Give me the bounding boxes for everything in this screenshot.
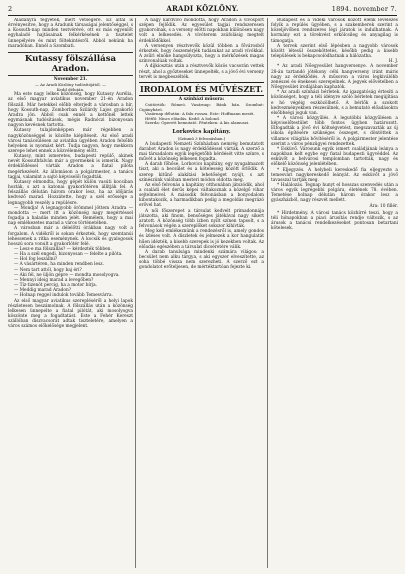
section-subtitle: A színházi műsora: bbox=[178, 96, 225, 102]
dialogue-line: — Mennyi ideig marad a levegőben? bbox=[14, 277, 94, 283]
article-date: November 21. bbox=[53, 76, 88, 82]
paragraph: A tervek szerint első lépésben a nagyobb városok között létesül összeköttetés, később pedig a kisebb települések is bekapcsolódhatnak a hálózatba. bbox=[271, 43, 398, 60]
news-item: * Esküvő. Városunk egyik ismert családjának leánya a napokban kelt egybe egy fiatal budapesti ügyvéddel. Az esküvőt a belvárosi templomban tartották, nagy és előkelő közönség jelenlétében. bbox=[271, 146, 398, 168]
dialogue-line: — Lesz‑e ma fölszállás? — kérdezték többen. bbox=[14, 246, 112, 252]
dialogue-line: — Tíz‑tizenöt percig, ha a motor bírja. bbox=[14, 283, 98, 289]
paragraph: A nagy kardvívó mondotta, hogy Aradon a vívósport szépen fejlődik. Az egyesület tagjai rendszeresen gyakorolnak, s a verseny előtti napokban különösen nagy volt a lelkesedés. A vívóterem zsúfolásig megtelt érdeklődőkkel. bbox=[139, 18, 264, 44]
paragraph: Kutassy elmondta, hogy gépét külön vasúti kocsiban hozták, s azt a katonai gyakorlótéren állítják fel. A felszállás délután három órakor lesz, ha az időjárás kedvező marad. Hozzátette, hogy a szél erőssége a legnagyobb veszély a repülésre. bbox=[8, 179, 133, 206]
intro-text: Aladányra tegyetek, mert vétségére. Ez által is érvényesítve, hogy a Aradunk társaságai jelentőséggel, s a Kossuth‑nap minden testvérévé, ott ez más egyenlőt egyhaladó hajtásainak felkérkésének a tisztelet ünnepélyére és mint föltekintésről. Abból nekünk ha maradóban. Ennél a Szombati. bbox=[8, 18, 133, 49]
article-subtitle: (Színmű 3 felvonásban.) bbox=[177, 136, 226, 141]
article-byline: — Az Aradi Közlöny tudósítójától. — bbox=[35, 82, 106, 88]
closing-paragraph: Az első magyar aviatikus szerepléséről a helyi lapok részletesen beszámolnak. A fölszállás után a közönség lelkesen ünnepelte a fiatal pilótát, aki mosolyogva köszönte meg a fogadtatást. Este a Fehér Kereszt szállóban díszvacsorát adtak tiszteletére, amelyen a város számos előkelősége megjelent. bbox=[8, 298, 133, 330]
issue-date: 1894. november 7. bbox=[331, 5, 397, 13]
paragraph: A budapesti Nemzeti Színházban nemrég bemutatott darabot Aradon is nagy érdeklődéssel várták. A szerző a mai társadalom egyik legégetőbb kérdését vitte színre, s művét a közönség lelkesen fogadta. bbox=[139, 141, 264, 163]
column-rule bbox=[267, 18, 268, 568]
paragraph: A darab főhőse, Lorkovics kapitány, egy nyugalmazott tiszt, aki a becsület és a kötelesség között őrlődik. A szerep kitűnő alakítási lehetőséget nyújt, s azt színészünk valóban mesteri módon oldotta meg. bbox=[139, 162, 264, 183]
page-number: 2 bbox=[8, 5, 13, 13]
dialogue-line: — A vásártéren, ha minden rendben lesz. bbox=[14, 262, 104, 268]
program-line: Hétfő: Nincs előadás. Kedd: A bolond. bbox=[145, 115, 220, 121]
paragraph: A darab tanulsága mindenki számára világos: a becsület nem alku tárgya, s aki egyszer elveszítette, az soha többé vissza nem szerezheti. A szerző ezt a gondolatot erőteljesen, de mértéktartóan fejezte ki. bbox=[139, 249, 264, 271]
paragraph: A női főszerepet a társulat kedvelt primadonnája játszotta, aki finom, bensőséges játékával nagy sikert aratott. A közönség több ízben nyílt színen tapsolt, s a felvonások végén a szereplőket sokszor kihívták. bbox=[139, 208, 264, 230]
paragraph: Budapest és a vidéki városok között élénk levelezés folyik a repülés ügyében, s a szakemberek szerint a közeljövőben rendszeres légi járatok is indulhatnak. A kormány ezt a törekvést erkölcsileg és anyagilag is támogatja. bbox=[271, 18, 398, 44]
paragraph: Meg kell emlékeznünk a rendezésről is, amely gondos és ízléses volt. A díszletek és jelmezek a kor hangulatát hűen idézték, a kisebb szerepek is jó kezekben voltak. Az előadás egészében a társulat dicséretére válik. bbox=[139, 229, 264, 250]
column-left bbox=[8, 18, 133, 568]
news-item: * Hirdetmény. A városi tanács közhírré teszi, hogy a téli hónapokban a piaci árusítás rendje változik, s az árusok a tanácsi rendelkezéseket pontosan betartani kötelesek. bbox=[271, 210, 398, 232]
section-title-irodalom: IRODALOM ÉS MŰVÉSZET. bbox=[140, 83, 263, 94]
paragraph: Ma este nagy lelkes közönség, hogy Kutassy Aurélia, az első magyar aviatikus november 21‑én Aradon fölszáll. Már hetekkel előbb elterjedt a városban a hír, hogy Kossuth‑nap, Zomborban Szilárdy Lajos gyakorló Aradra jön. Abból csak ennél a kettőnél lettek egymásnak tudósítások, mégis Radnóczi bizonyosan nagyon kevésnek tartotta. bbox=[8, 92, 133, 129]
news-item: * Az aradi színházi bérletek. Az igazgatóság értesíti a közönséget, hogy a téli idényre szóló bérletek megújítása e hó végéig eszközölhető. A bérlők a szokott kedvezményekben részesülnek, s a bemutató előadásokra elsőbbségi joguk van. bbox=[271, 90, 398, 116]
program-line: Vasárnap délután: A falu rossza. Este: Hoffmann meséi. bbox=[145, 111, 255, 117]
news-item: * Eljegyzés. A helybeli kereskedő fia eljegyezte a temesvári nagykereskedő leányát. Az esküvőt a jövő tavasszal tartják meg. bbox=[271, 167, 398, 183]
paragraph: — Mondja! A legnagyobb örömmel jöttem Aradra — mondotta — mert itt a közönség nagy megértéssel fogadja a haladás minden jelét. Remélem, hogy a mai nap emlékezetes marad a város történetében. bbox=[8, 205, 133, 227]
paragraph: Kutassy tulajdonképpen már régebben a nagyközönséggel is közölte kiépítéseit. Az első aradi városi tanácsülésen az aviatika ügyében Aradon felsőbb helyeken is nyomást kért. Tudja nagyon, hogy mekkora szerepe lehet ennek a közvélemény előtt. bbox=[8, 128, 133, 154]
column-middle bbox=[139, 18, 264, 568]
paragraph: A versenyen résztvevők közül többen a fővárosból érkeztek, hogy összemérjék tudásukat az aradi vívókkal. A zsűri elnöke hangsúlyozta, hogy a mérkőzések magas színvonalúak voltak. bbox=[139, 43, 264, 65]
dialogue-line: — Hol fog leszállni? bbox=[14, 257, 58, 263]
paragraph: A városban már a délelőtti órákban nagy volt a forgalom. A vidékről is sokan érkeztek, hogy szemtanúi lehessenek a ritka eseménynek. A kocsik és gyalogosok hosszú sora vonult a gyakorlótér felé. bbox=[8, 226, 133, 247]
dialogue-line: — Aki fél, ne üljön gépre — mondta mosolyogva. bbox=[14, 272, 120, 278]
program-line: Szerda: Operett bemutató. Pénteken: A kis alamuszi. bbox=[145, 120, 250, 126]
article-title-kutassy: Kutassy fölszállása Aradon. bbox=[8, 52, 133, 76]
paragraph: Az első felvonás a kapitány otthonában játszódik, ahol a családi élet derűs képei váltakoznak a közelgő vihar sejtelmeivel. A második felvonásban a bonyodalom kibontakozik, a harmadikban pedig a megoldás megrázó erővel hat. bbox=[139, 182, 264, 209]
article-subline: Kedd délután. bbox=[56, 86, 85, 92]
page-header bbox=[8, 4, 397, 16]
column-rule bbox=[135, 18, 136, 568]
news-item: * Az aradi Nőegyesület hangversenye. A november 28‑án tartandó jótékony célú hangverseny iránt máris nagy az érdeklődés. A műsoron a város legkiválóbb zenészei és énekesei szerepelnek. A jegyek elővételben a Nőegyesület irodájában kaphatók. bbox=[271, 64, 398, 91]
signature: H. J. bbox=[388, 59, 398, 65]
paragraph: Kutassy, mint ismeretes, budapesti repülő, akinek nevét Kossuthfalván már a gyermekek is ismerik. Nagy érdeklődéssel várták Aradon a fiatal pilóta megérkezését. Az állomáson a polgármester, a tanács tagjai, valamint a sajtó képviselői fogadták. bbox=[8, 154, 133, 180]
column-right bbox=[271, 18, 398, 568]
price-note: Ára: 10 fillér. bbox=[369, 203, 398, 209]
dialogue-line: — Holnap reggel indulok tovább Temesvárra. bbox=[14, 293, 113, 299]
masthead: ARADI KÖZLÖNY. bbox=[166, 4, 239, 13]
program-line: Csütörtök: Rómeó. Vasárnap: Bánk bán. Szombat: Cigánybáró. bbox=[139, 102, 264, 112]
dialogue-line: — Ha a szél engedi, bizonyosan — felelte a pilóta. bbox=[14, 252, 123, 258]
article-title-lorkovics: Lorkovics kapitány. bbox=[172, 129, 231, 135]
dialogue-line: — Nem tart attól, hogy baj éri? bbox=[14, 267, 82, 273]
news-item: * Halálozás. Tegnap hunyt el hosszas szenvedés után a város egyik legrégebbi polgára, életének 78. évében. Temetése holnap délután három órakor lesz a gyászházból, nagy részvét mellett. bbox=[271, 183, 398, 204]
dialogue-line: — Meddig marad Aradon? bbox=[14, 288, 72, 294]
paragraph: A díjkiosztás után a résztvevők közös vacsorán vettek részt, ahol a győzteseket ünnepelték, s a jövő évi verseny tervét is megbeszélték. bbox=[139, 64, 264, 80]
news-item: * A városi közgyűlés. A legutóbbi közgyűlésen a képviselőtestület több fontos ügyben határozott. Elfogadták a jövő évi költségvetést, megszavazták az új iskola építésére szükséges összeget, s döntöttek a villamos világítás bővítéséről is. A polgármester jelentése szerint a város pénzügyei rendezettek. bbox=[271, 115, 398, 147]
